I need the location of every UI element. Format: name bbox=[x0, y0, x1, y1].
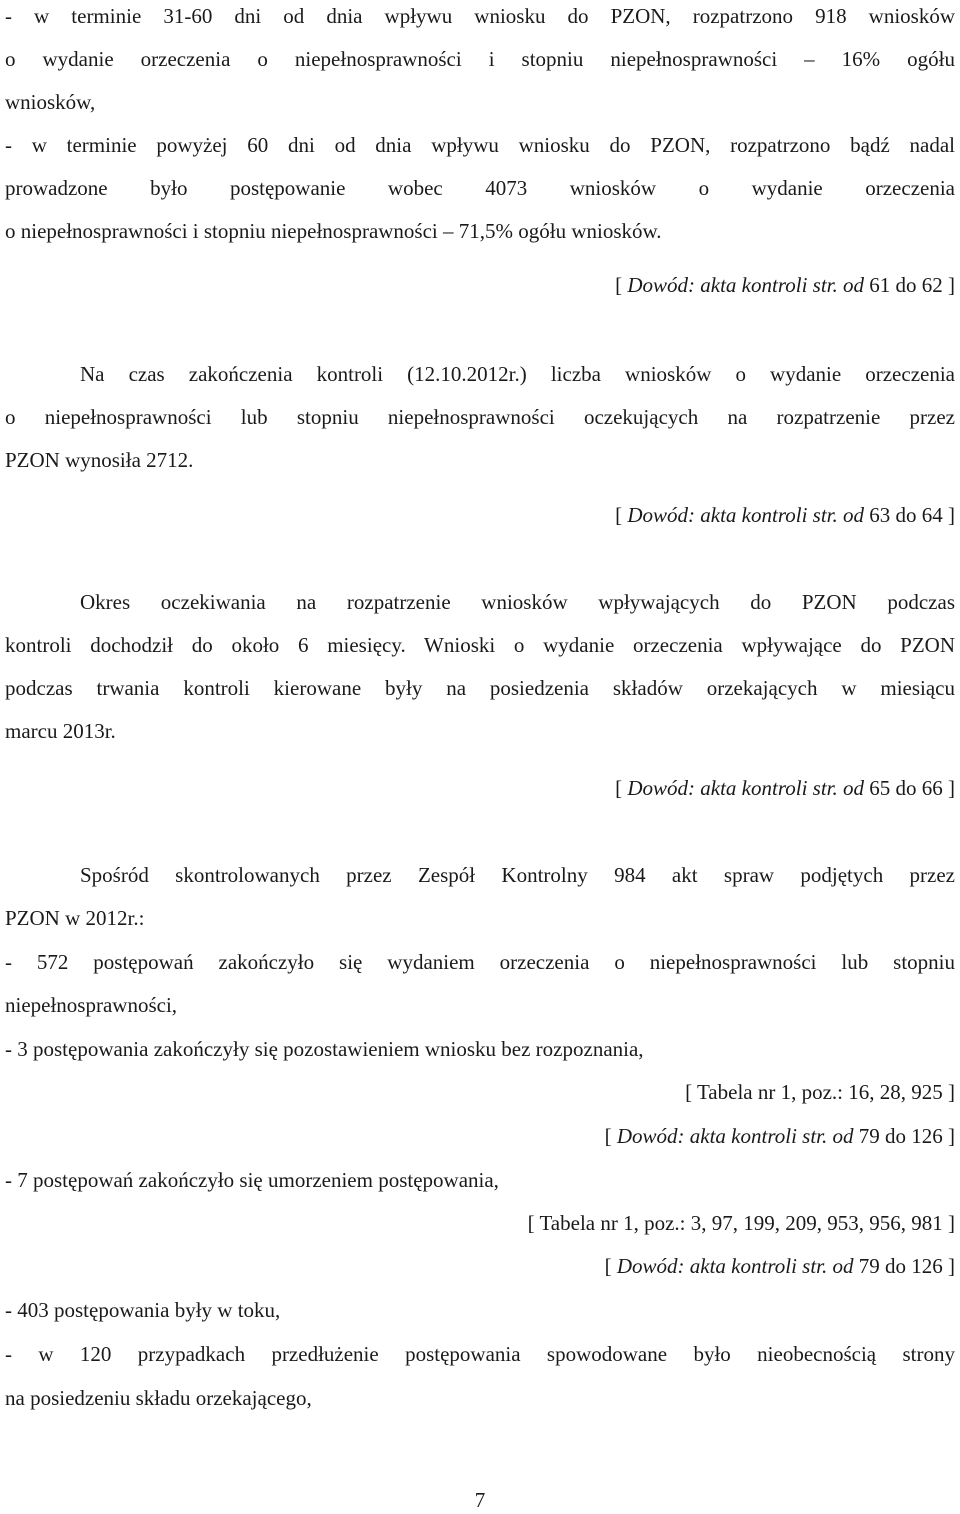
table-ref: [ Tabela nr 1, poz.: 3, 97, 199, 209, 953, 956, 981 ] bbox=[527, 1211, 955, 1235]
text-line: PZON w 2012r.: bbox=[5, 906, 145, 930]
text-line: Spośród skontrolowanych przez Zespół Kontrolny 984 akt spraw podjętych przez bbox=[80, 863, 955, 887]
evidence-label: Dowód: akta kontroli str. od bbox=[627, 273, 864, 297]
text-line: kontroli dochodził do około 6 miesięcy. Wnioski o wydanie orzeczenia wpływające do PZON bbox=[5, 633, 955, 657]
text-line: marcu 2013r. bbox=[5, 719, 116, 743]
text-line: PZON wynosiła 2712. bbox=[5, 448, 194, 472]
evidence-ref bbox=[5, 271, 955, 299]
text-line: - w terminie powyżej 60 dni od dnia wpływu wniosku do PZON, rozpatrzono bądź nadal bbox=[5, 133, 955, 157]
text-line: na posiedzeniu składu orzekającego, bbox=[5, 1386, 312, 1410]
evidence-ref bbox=[5, 774, 955, 802]
text-line: - 7 postępowań zakończyło się umorzeniem postępowania, bbox=[5, 1168, 499, 1192]
evidence-label: Dowód: akta kontroli str. od bbox=[627, 503, 864, 527]
text-line: Okres oczekiwania na rozpatrzenie wniosków wpływających do PZON podczas bbox=[80, 590, 955, 614]
text-line: podczas trwania kontroli kierowane były na posiedzenia składów orzekających w miesiącu bbox=[5, 676, 955, 700]
text-line: - 3 postępowania zakończyły się pozostawieniem wniosku bez rozpoznania, bbox=[5, 1037, 644, 1061]
text-line: o niepełnosprawności lub stopniu niepełnosprawności oczekujących na rozpatrzenie przez bbox=[5, 405, 955, 429]
text-line: o wydanie orzeczenia o niepełnosprawności i stopniu niepełnosprawności – 16% ogółu bbox=[5, 47, 955, 71]
evidence-ref bbox=[5, 1122, 955, 1150]
text-line: wniosków, bbox=[5, 90, 96, 114]
text-line: Na czas zakończenia kontroli (12.10.2012r.) liczba wniosków o wydanie orzeczenia bbox=[80, 362, 955, 386]
evidence-ref bbox=[5, 1252, 955, 1280]
text-line: - 572 postępowań zakończyło się wydaniem orzeczenia o niepełnosprawności lub stopniu bbox=[5, 950, 955, 974]
table-ref: [ Tabela nr 1, poz.: 16, 28, 925 ] bbox=[685, 1080, 955, 1104]
evidence-open: [ bbox=[615, 273, 628, 297]
evidence-open: [ bbox=[604, 1254, 617, 1278]
evidence-open: [ bbox=[615, 776, 628, 800]
text-line: - w terminie 31-60 dni od dnia wpływu wniosku do PZON, rozpatrzono 918 wniosków bbox=[5, 4, 955, 28]
evidence-pages: 61 do 62 ] bbox=[864, 273, 955, 297]
evidence-pages: 79 do 126 ] bbox=[853, 1124, 955, 1148]
evidence-pages: 79 do 126 ] bbox=[853, 1254, 955, 1278]
page-number: 7 bbox=[474, 1488, 486, 1512]
evidence-label: Dowód: akta kontroli str. od bbox=[616, 1254, 854, 1278]
text-line: niepełnosprawności, bbox=[5, 993, 178, 1017]
text-line: - 403 postępowania były w toku, bbox=[5, 1298, 281, 1322]
evidence-open: [ bbox=[604, 1124, 617, 1148]
evidence-open: [ bbox=[615, 503, 628, 527]
evidence-label: Dowód: akta kontroli str. od bbox=[616, 1124, 854, 1148]
evidence-pages: 65 do 66 ] bbox=[864, 776, 955, 800]
evidence-ref bbox=[5, 501, 955, 529]
text-line: - w 120 przypadkach przedłużenie postępowania spowodowane było nieobecnością strony bbox=[5, 1342, 955, 1366]
text-line: prowadzone było postępowanie wobec 4073 wniosków o wydanie orzeczenia bbox=[5, 176, 955, 200]
text-line: o niepełnosprawności i stopniu niepełnosprawności – 71,5% ogółu wniosków. bbox=[5, 219, 662, 243]
evidence-pages: 63 do 64 ] bbox=[864, 503, 955, 527]
evidence-label: Dowód: akta kontroli str. od bbox=[627, 776, 864, 800]
